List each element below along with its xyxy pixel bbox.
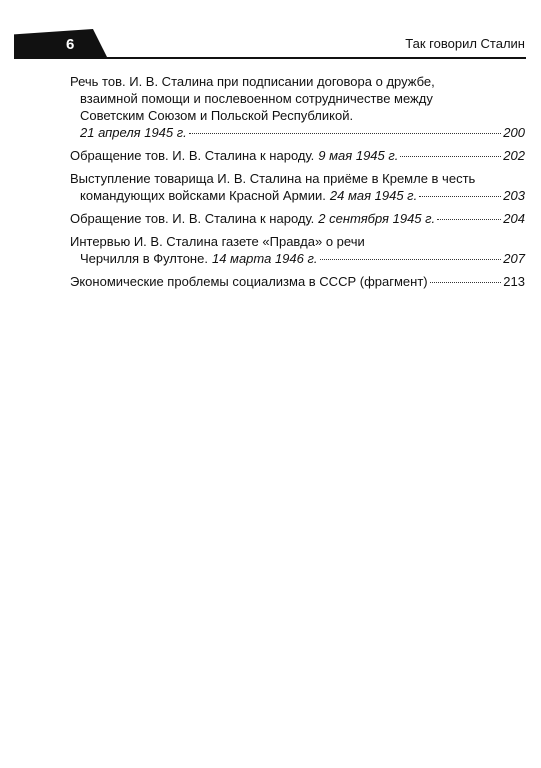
- toc-entry-title: Экономические проблемы социализма в СССР (фрагмент): [70, 274, 428, 289]
- toc-entry-page: 203: [503, 188, 525, 203]
- dot-leader: [437, 219, 501, 220]
- table-of-contents: [70, 73, 525, 296]
- toc-entry-date: 9 мая 1945 г.: [318, 148, 399, 163]
- toc-entry-page: 204: [503, 211, 525, 226]
- toc-entry: [70, 210, 525, 227]
- page-number-tab: [14, 29, 108, 59]
- toc-entry-page: 213: [503, 274, 525, 289]
- toc-entry-title: Обращение тов. И. В. Сталина к народу.: [70, 211, 315, 226]
- toc-entry-date: 14 марта 1946 г.: [211, 251, 318, 266]
- dot-leader: [419, 196, 501, 197]
- page-number: 6: [66, 36, 75, 53]
- toc-entry: [70, 233, 525, 267]
- toc-entry-title: Интервью И. В. Сталина газете «Правда» о речи: [70, 234, 365, 249]
- toc-entry: [70, 147, 525, 164]
- dot-leader: [400, 156, 501, 157]
- toc-entry: [70, 273, 525, 290]
- toc-entry-title: взаимной помощи и послевоенном сотрудничестве между: [80, 91, 433, 106]
- dot-leader: [189, 133, 502, 134]
- dot-leader: [430, 282, 502, 283]
- toc-entry-page: 200: [503, 125, 525, 140]
- toc-entry-date: 21 апреля 1945 г.: [80, 125, 187, 140]
- running-title: Так говорил Сталин: [405, 36, 525, 51]
- toc-entry-page: 202: [503, 148, 525, 163]
- toc-entry-date: 24 мая 1945 г.: [329, 188, 418, 203]
- toc-entry-title: Выступление товарища И. В. Сталина на приёме в Кремле в честь: [70, 171, 476, 186]
- toc-entry-title: Обращение тов. И. В. Сталина к народу.: [70, 148, 315, 163]
- toc-entry: [70, 170, 525, 204]
- toc-entry-title: Черчилля в Фултоне.: [80, 251, 208, 266]
- dot-leader: [320, 259, 502, 260]
- page-header: [0, 0, 541, 60]
- toc-entry-page: 207: [503, 251, 525, 266]
- header-rule: [14, 57, 526, 59]
- toc-entry-title: Советским Союзом и Польской Республикой.: [80, 108, 354, 123]
- toc-entry: [70, 73, 525, 141]
- toc-entry-title: Речь тов. И. В. Сталина при подписании договора о дружбе,: [70, 74, 435, 89]
- toc-entry-title: командующих войсками Красной Армии.: [80, 188, 326, 203]
- toc-entry-date: 2 сентября 1945 г.: [318, 211, 436, 226]
